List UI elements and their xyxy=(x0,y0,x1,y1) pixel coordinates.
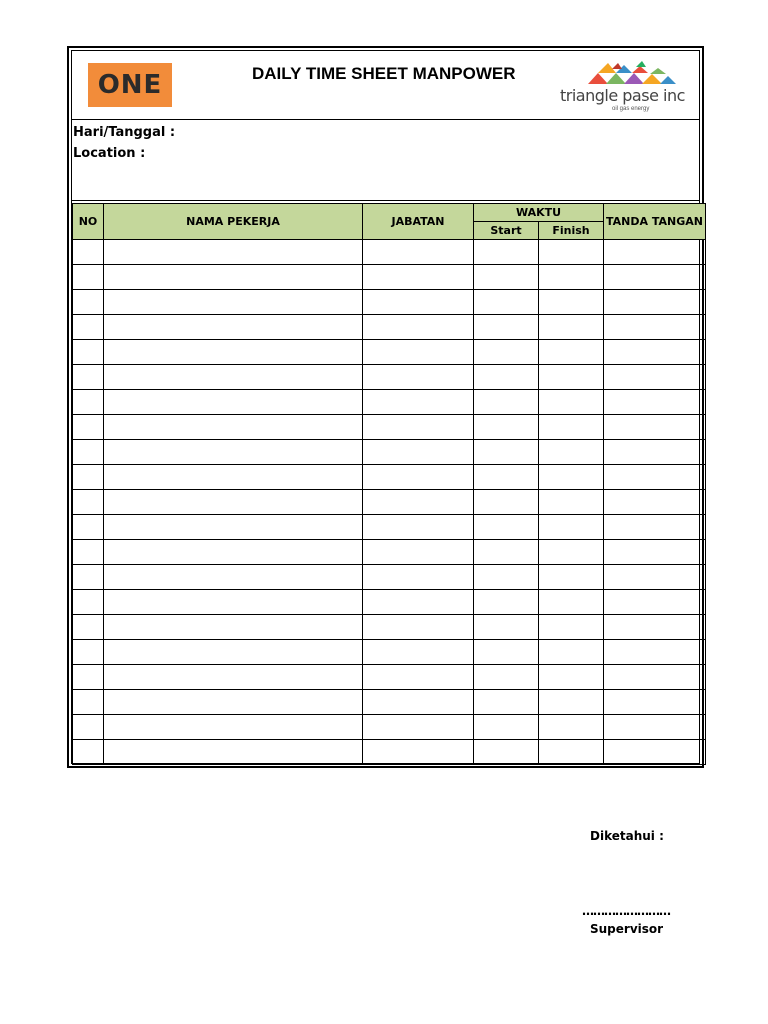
cell-no[interactable] xyxy=(73,590,104,615)
cell-jabatan[interactable] xyxy=(363,640,474,665)
table-row xyxy=(73,290,706,315)
cell-start[interactable] xyxy=(474,240,539,265)
cell-tanda[interactable] xyxy=(604,690,706,715)
cell-no[interactable] xyxy=(73,365,104,390)
cell-nama[interactable] xyxy=(104,465,363,490)
cell-nama[interactable] xyxy=(104,390,363,415)
cell-start[interactable] xyxy=(474,490,539,515)
cell-no[interactable] xyxy=(73,390,104,415)
cell-finish[interactable] xyxy=(539,415,604,440)
cell-nama[interactable] xyxy=(104,715,363,740)
cell-no[interactable] xyxy=(73,565,104,590)
cell-finish[interactable] xyxy=(539,665,604,690)
cell-tanda[interactable] xyxy=(604,340,706,365)
cell-jabatan[interactable] xyxy=(363,615,474,640)
cell-tanda[interactable] xyxy=(604,740,706,765)
page-title: DAILY TIME SHEET MANPOWER xyxy=(252,64,516,83)
cell-tanda[interactable] xyxy=(604,490,706,515)
cell-nama[interactable] xyxy=(104,365,363,390)
table-row xyxy=(73,340,706,365)
cell-start[interactable] xyxy=(474,265,539,290)
cell-tanda[interactable] xyxy=(604,290,706,315)
cell-jabatan[interactable] xyxy=(363,365,474,390)
cell-finish[interactable] xyxy=(539,565,604,590)
triangle-pase-logo xyxy=(550,59,685,115)
cell-tanda[interactable] xyxy=(604,565,706,590)
cell-no[interactable] xyxy=(73,540,104,565)
cell-no[interactable] xyxy=(73,315,104,340)
header-box xyxy=(72,51,699,120)
cell-start[interactable] xyxy=(474,690,539,715)
cell-start[interactable] xyxy=(474,565,539,590)
cell-jabatan[interactable] xyxy=(363,315,474,340)
cell-nama[interactable] xyxy=(104,490,363,515)
cell-nama[interactable] xyxy=(104,315,363,340)
triangle-pase-tagline: oil gas energy xyxy=(612,106,650,112)
table-row xyxy=(73,315,706,340)
col-header-jabatan: JABATAN xyxy=(363,204,474,240)
cell-finish[interactable] xyxy=(539,615,604,640)
cell-start[interactable] xyxy=(474,440,539,465)
table-row xyxy=(73,265,706,290)
cell-nama[interactable] xyxy=(104,615,363,640)
cell-no[interactable] xyxy=(73,440,104,465)
cell-nama[interactable] xyxy=(104,590,363,615)
cell-jabatan[interactable] xyxy=(363,740,474,765)
cell-finish[interactable] xyxy=(539,440,604,465)
table-row xyxy=(73,365,706,390)
cell-finish[interactable] xyxy=(539,540,604,565)
cell-nama[interactable] xyxy=(104,290,363,315)
cell-tanda[interactable] xyxy=(604,415,706,440)
cell-nama[interactable] xyxy=(104,665,363,690)
table-row xyxy=(73,615,706,640)
table-row xyxy=(73,440,706,465)
one-logo-text: ONE xyxy=(97,70,163,100)
cell-nama[interactable] xyxy=(104,740,363,765)
table-row xyxy=(73,490,706,515)
cell-finish[interactable] xyxy=(539,315,604,340)
cell-jabatan[interactable] xyxy=(363,515,474,540)
table-row xyxy=(73,640,706,665)
cell-no[interactable] xyxy=(73,265,104,290)
cell-jabatan[interactable] xyxy=(363,490,474,515)
location-label: Location : xyxy=(73,146,146,161)
table-row xyxy=(73,240,706,265)
cell-tanda[interactable] xyxy=(604,465,706,490)
cell-no[interactable] xyxy=(73,465,104,490)
cell-start[interactable] xyxy=(474,615,539,640)
cell-jabatan[interactable] xyxy=(363,665,474,690)
table-row xyxy=(73,515,706,540)
cell-finish[interactable] xyxy=(539,390,604,415)
cell-no[interactable] xyxy=(73,515,104,540)
cell-start[interactable] xyxy=(474,465,539,490)
cell-tanda[interactable] xyxy=(604,615,706,640)
cell-finish[interactable] xyxy=(539,515,604,540)
cell-start[interactable] xyxy=(474,665,539,690)
cell-tanda[interactable] xyxy=(604,390,706,415)
cell-jabatan[interactable] xyxy=(363,440,474,465)
cell-finish[interactable] xyxy=(539,590,604,615)
timesheet-frame xyxy=(67,46,704,768)
cell-start[interactable] xyxy=(474,365,539,390)
cell-no[interactable] xyxy=(73,340,104,365)
col-header-tanda: TANDA TANGAN xyxy=(604,204,706,240)
cell-finish[interactable] xyxy=(539,365,604,390)
table-row xyxy=(73,415,706,440)
table-row xyxy=(73,690,706,715)
triangle-pase-name: triangle pase inc xyxy=(560,86,685,105)
cell-tanda[interactable] xyxy=(604,265,706,290)
cell-start[interactable] xyxy=(474,590,539,615)
cell-start[interactable] xyxy=(474,390,539,415)
timesheet-inner xyxy=(71,50,703,764)
cell-no[interactable] xyxy=(73,240,104,265)
cell-tanda[interactable] xyxy=(604,715,706,740)
table-row xyxy=(73,390,706,415)
cell-nama[interactable] xyxy=(104,240,363,265)
cell-no[interactable] xyxy=(73,665,104,690)
cell-no[interactable] xyxy=(73,740,104,765)
cell-no[interactable] xyxy=(73,640,104,665)
cell-finish[interactable] xyxy=(539,240,604,265)
cell-no[interactable] xyxy=(73,615,104,640)
table-row xyxy=(73,590,706,615)
cell-start[interactable] xyxy=(474,640,539,665)
table-row xyxy=(73,540,706,565)
cell-tanda[interactable] xyxy=(604,640,706,665)
cell-finish[interactable] xyxy=(539,265,604,290)
cell-jabatan[interactable] xyxy=(363,265,474,290)
cell-no[interactable] xyxy=(73,415,104,440)
cell-jabatan[interactable] xyxy=(363,565,474,590)
cell-no[interactable] xyxy=(73,715,104,740)
col-header-nama: NAMA PEKERJA xyxy=(104,204,363,240)
col-header-start: Start xyxy=(474,222,539,240)
supervisor-label: Supervisor xyxy=(590,922,664,936)
cell-finish[interactable] xyxy=(539,340,604,365)
info-box xyxy=(72,120,699,201)
cell-nama[interactable] xyxy=(104,515,363,540)
cell-nama[interactable] xyxy=(104,690,363,715)
cell-jabatan[interactable] xyxy=(363,690,474,715)
cell-jabatan[interactable] xyxy=(363,240,474,265)
cell-nama[interactable] xyxy=(104,340,363,365)
timesheet-table xyxy=(72,203,706,765)
cell-start[interactable] xyxy=(474,415,539,440)
cell-finish[interactable] xyxy=(539,640,604,665)
cell-nama[interactable] xyxy=(104,415,363,440)
table-row xyxy=(73,465,706,490)
cell-tanda[interactable] xyxy=(604,315,706,340)
cell-no[interactable] xyxy=(73,690,104,715)
table-row xyxy=(73,715,706,740)
table-row xyxy=(73,665,706,690)
cell-start[interactable] xyxy=(474,740,539,765)
cell-jabatan[interactable] xyxy=(363,590,474,615)
cell-jabatan[interactable] xyxy=(363,715,474,740)
cell-start[interactable] xyxy=(474,290,539,315)
cell-nama[interactable] xyxy=(104,540,363,565)
hari-tanggal-label: Hari/Tanggal : xyxy=(73,125,176,140)
cell-tanda[interactable] xyxy=(604,440,706,465)
cell-start[interactable] xyxy=(474,540,539,565)
cell-start[interactable] xyxy=(474,715,539,740)
cell-nama[interactable] xyxy=(104,640,363,665)
cell-jabatan[interactable] xyxy=(363,465,474,490)
cell-jabatan[interactable] xyxy=(363,290,474,315)
cell-finish[interactable] xyxy=(539,465,604,490)
cell-tanda[interactable] xyxy=(604,665,706,690)
cell-start[interactable] xyxy=(474,515,539,540)
cell-finish[interactable] xyxy=(539,690,604,715)
cell-finish[interactable] xyxy=(539,290,604,315)
cell-tanda[interactable] xyxy=(604,240,706,265)
col-header-finish: Finish xyxy=(539,222,604,240)
diketahui-label: Diketahui : xyxy=(590,829,664,843)
cell-jabatan[interactable] xyxy=(363,390,474,415)
table-body xyxy=(73,240,706,765)
cell-jabatan[interactable] xyxy=(363,415,474,440)
cell-jabatan[interactable] xyxy=(363,540,474,565)
cell-tanda[interactable] xyxy=(604,540,706,565)
triangle-mosaic-icon xyxy=(550,59,685,89)
cell-start[interactable] xyxy=(474,315,539,340)
col-header-no: NO xyxy=(73,204,104,240)
cell-start[interactable] xyxy=(474,340,539,365)
one-logo xyxy=(88,63,172,107)
cell-no[interactable] xyxy=(73,490,104,515)
col-header-waktu: WAKTU xyxy=(474,204,604,222)
cell-finish[interactable] xyxy=(539,490,604,515)
cell-finish[interactable] xyxy=(539,715,604,740)
cell-tanda[interactable] xyxy=(604,515,706,540)
cell-tanda[interactable] xyxy=(604,590,706,615)
cell-finish[interactable] xyxy=(539,740,604,765)
table-row xyxy=(73,740,706,765)
cell-nama[interactable] xyxy=(104,565,363,590)
signature-line: …………………… xyxy=(582,904,670,918)
table-row xyxy=(73,565,706,590)
cell-jabatan[interactable] xyxy=(363,340,474,365)
cell-tanda[interactable] xyxy=(604,365,706,390)
cell-no[interactable] xyxy=(73,290,104,315)
cell-nama[interactable] xyxy=(104,265,363,290)
cell-nama[interactable] xyxy=(104,440,363,465)
